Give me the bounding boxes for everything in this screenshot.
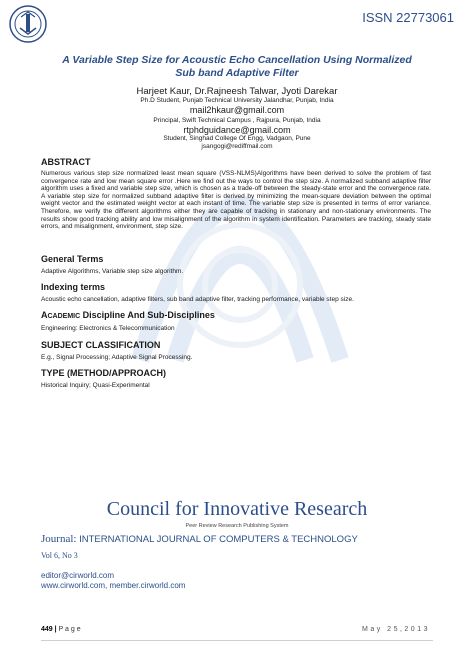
indexing-terms-heading: Indexing terms: [41, 282, 106, 292]
subject-text: E.g., Signal Processing; Adaptive Signal Processing.: [41, 354, 193, 361]
abstract-heading: ABSTRACT: [41, 157, 91, 167]
affiliation-2: Principal, Swift Technical Campus , Rajpura, Punjab, India: [153, 117, 321, 124]
publisher-website-links[interactable]: www.cirworld.com, member.cirworld.com: [41, 580, 186, 590]
paper-title-line2: Sub band Adaptive Filter: [175, 67, 299, 79]
cir-logo-icon: [8, 4, 48, 44]
paper-title: [0, 54, 474, 80]
general-terms-section: [41, 254, 431, 276]
email-2: rtphdguidance@gmail.com: [183, 125, 291, 135]
issn-number: ISSN 22773061: [362, 10, 454, 25]
page-separator: |: [52, 626, 59, 633]
type-section: [41, 368, 431, 390]
publisher-email-link[interactable]: editor@cirworld.com: [41, 571, 115, 580]
journal-name: INTERNATIONAL JOURNAL OF COMPUTERS & TECHNOLOGY: [76, 534, 358, 545]
email-3: jsangogi@rediffmail.com: [201, 143, 273, 150]
abstract-section: [41, 157, 431, 231]
page-label: P a g e: [58, 626, 81, 633]
indexing-terms-section: [41, 282, 431, 304]
council-name: Council for Innovative Research: [106, 498, 368, 520]
page-footer: [41, 626, 81, 633]
author-names: Harjeet Kaur, Dr.Rajneesh Talwar, Jyoti Darekar: [136, 86, 338, 97]
type-heading: TYPE (METHOD/APPROACH): [41, 368, 167, 378]
journal-line: [41, 533, 358, 545]
discipline-heading-rest: Discipline And Sub-Disciplines: [80, 310, 215, 320]
discipline-section: [41, 310, 431, 333]
abstract-text: Numerous various step size normalized least mean square (VSS-NLMS)Algorithms have been derived to solve the problem of fast convergence rate and low mean square error .Here we find out the ways to control the step size. A normalized subband adaptive filter algorithm uses a fixed and variable step size, which is chosen as a trade-off between the steady-state error and the convergence rate. A variable step size for normalized subband adaptive filter is derived by minimizing the mean-square deviation between the optimal weight vector and the estimated weight vector at each instant of time. The variable step size is presented in terms of error variance. Therefore, we verify the different algorithms either they are capable of tracking in stationary and non-stationary environments. The results show good tracking ability and low misalignment of the algorithm in system identification. Parameters are tracking, steady state errors, and misalignment, environment, step size.: [41, 170, 431, 231]
indexing-terms-text: Acoustic echo cancellation, adaptive filters, sub band adaptive filter, tracking performance, variable step size.: [41, 296, 354, 303]
subject-section: [41, 340, 431, 362]
publication-date: May 25,2013: [362, 626, 430, 633]
page-number: 449: [41, 626, 53, 633]
general-terms-heading: General Terms: [41, 254, 104, 264]
discipline-text: Engineering: Electronics & Telecommunication: [41, 325, 175, 332]
author-block: [0, 86, 474, 151]
affiliation-1: Ph.D Student, Punjab Technical University Jalandhar, Punjab, India: [140, 97, 334, 104]
subject-heading: SUBJECT CLASSIFICATION: [41, 340, 161, 350]
type-text: Historical Inquiry; Quasi-Experimental: [41, 382, 150, 389]
discipline-heading-smallcaps: CADEMIC: [47, 313, 81, 320]
discipline-heading: [41, 310, 431, 322]
peer-review-tagline: Peer Review Research Publishing System: [185, 523, 289, 529]
footer-divider: [41, 640, 433, 641]
discipline-heading-initial: A: [41, 310, 48, 320]
paper-title-line1: A Variable Step Size for Acoustic Echo Cancellation Using Normalized: [62, 54, 412, 66]
journal-label: Journal:: [41, 533, 77, 545]
volume-info: Vol 6, No 3: [41, 551, 78, 560]
affiliation-3: Student, Singhad College Of Engg, Vadgaon, Pune: [163, 135, 311, 142]
general-terms-text: Adaptive Algorithms, Variable step size algorithm.: [41, 268, 184, 275]
publisher-links: [41, 571, 185, 590]
email-1: mail2hkaur@gmail.com: [189, 105, 285, 115]
